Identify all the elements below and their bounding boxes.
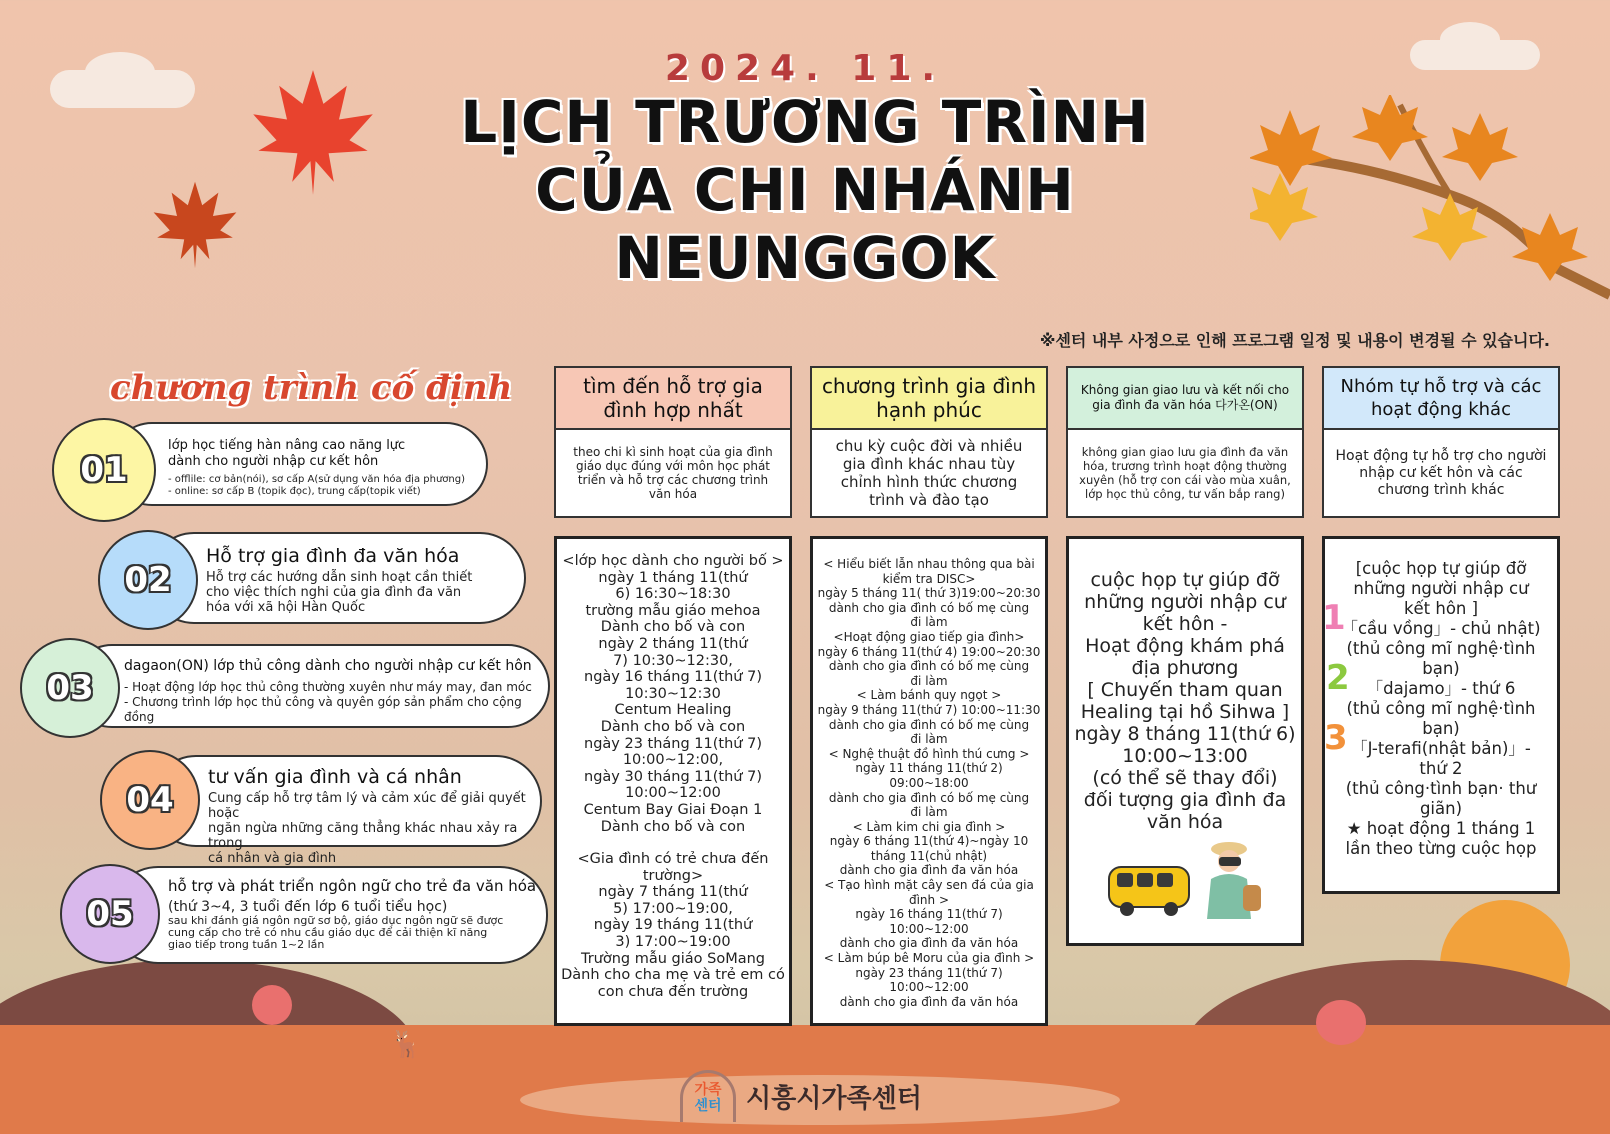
column-line: Centum Bay Giai Đoạn 1 <box>583 801 763 818</box>
column-line: ngày 7 tháng 11(thứ <box>598 884 748 901</box>
deer-icon: 🦌 <box>390 1030 423 1060</box>
column-line: 10:00~12:00, <box>622 752 724 769</box>
column-line: 10:00~12:00 <box>625 785 721 802</box>
column-line: đi làm <box>910 805 948 820</box>
title-line-2: CỦA CHI NHÁNH <box>535 156 1075 224</box>
column-line: < Làm búp bê Moru của gia đình > <box>823 951 1035 966</box>
fixed-programs-title: chương trình cố định <box>110 368 513 408</box>
date-heading: 2024. 11. <box>664 48 946 89</box>
program-line: cá nhân và gia đình <box>208 851 337 866</box>
family-center-logo <box>680 1070 922 1122</box>
column-line: ngày 16 tháng 11(thứ 7) <box>584 669 762 686</box>
program-title: hỗ trợ và phát triển ngôn ngữ cho trẻ đa văn hóa <box>168 877 537 895</box>
column-line: 5) 17:00~19:00, <box>613 900 733 917</box>
column-line: < Làm kim chi gia đình > <box>852 819 1006 834</box>
column-line <box>561 835 785 851</box>
column-line: ngày 6 tháng 11(thứ 4) 19:00~20:30 <box>817 644 1041 659</box>
column-desc: Hoạt động tự hỗ trợ cho người nhập cư kết hôn và các chương trình khác <box>1322 428 1560 518</box>
column-line: bạn) <box>1422 659 1460 678</box>
marker-1: 1 <box>1322 598 1346 638</box>
program-line: ngăn ngừa những căng thẳng khác nhau xảy ra trong <box>208 821 518 851</box>
column-line: đi làm <box>910 615 948 630</box>
marker-2: 2 <box>1326 658 1350 698</box>
tree <box>1316 1000 1366 1045</box>
column-line: < Làm bánh quy ngọt > <box>856 688 1002 703</box>
column-desc: theo chi kì sinh hoạt của gia đình giáo dục đúng với môn học phát triển và hỗ trợ các chương trình văn hóa <box>554 428 792 518</box>
column-line: Dành cho cha mẹ và trẻ em có <box>561 967 785 984</box>
column-line: ngày 9 tháng 11(thứ 7) 10:00~11:30 <box>817 702 1041 717</box>
column-line: những người nhập cư <box>1084 591 1286 613</box>
column-line: trường mẫu giáo mehoa <box>585 602 761 619</box>
column-line: tháng 11(chủ nhật) <box>870 848 988 863</box>
column-line: ngày 16 tháng 11(thứ 7) 10:00~12:00 <box>855 907 1003 936</box>
column-header-self-help: Nhóm tự hỗ trợ và các hoạt động khác <box>1322 366 1560 430</box>
logo-mark-top: 가족 <box>694 1081 722 1098</box>
program-pill-05 <box>110 866 548 964</box>
column-line: 7) 10:30~12:30, <box>613 652 733 669</box>
column-body-self-help <box>1322 536 1560 894</box>
column-line: bạn) <box>1422 719 1460 738</box>
column-line: Hoạt động khám phá <box>1085 635 1285 657</box>
column-header-dagaon: Không gian giao lưu và kết nối cho gia đình đa văn hóa 다가온(ON) <box>1066 366 1304 430</box>
program-line: - online: sơ cấp B (topik đọc), trung cấp(topik viết) <box>168 486 421 497</box>
program-title: lớp học tiếng hàn nâng cao năng lực dành cho người nhập cư kết hôn <box>168 438 406 469</box>
program-line: Cung cấp hỗ trợ tâm lý và cảm xúc để giải quyết hoặc <box>208 791 526 821</box>
column-line: ngày 2 tháng 11(thứ <box>598 635 748 652</box>
column-line: <Gia đình có trẻ chưa đến <box>577 851 769 868</box>
program-number-03: 03 <box>20 638 120 738</box>
program-number-05: 05 <box>60 864 160 964</box>
column-line: < Nghệ thuật đồ hình thú cưng > <box>828 746 1030 761</box>
column-line: giãn) <box>1419 799 1463 818</box>
program-pill-03 <box>70 644 550 728</box>
column-line: 10:30~12:30 <box>625 685 721 702</box>
column-body-family-support <box>554 536 792 1026</box>
column-line: ngày 23 tháng 11(thứ 7) <box>855 965 1003 980</box>
column-header-happy-family: chương trình gia đình hạnh phúc <box>810 366 1048 430</box>
column-line: 10:00~13:00 <box>1122 745 1248 767</box>
program-line: cung cấp cho trẻ có nhu cầu giáo dục để cải thiện kĩ năng <box>168 926 488 939</box>
column-line: < Tạo hình mặt cây sen đá của gia <box>824 878 1034 893</box>
column-line: dành cho gia đình có bố mẹ cùng <box>828 717 1030 732</box>
column-desc: không gian giao lưu gia đình đa văn hóa, trương trình hoạt động thường xuyên (hỗ trợ con cái vào mùa xuân, lớp học thủ công, tư vấn bắp rang) <box>1066 428 1304 518</box>
column-line: Healing tại hồ Sihwa ] <box>1080 701 1290 723</box>
column-line: dành cho gia đình đa văn hóa <box>839 936 1019 951</box>
column-line: Dành cho bố và con <box>600 619 746 636</box>
column-line: văn hóa <box>1146 811 1224 833</box>
column-line: ngày 19 tháng 11(thứ <box>593 917 753 934</box>
program-pill-02 <box>148 532 526 624</box>
column-line: 「cầu vồng」- chủ nhật) <box>1341 619 1541 638</box>
column-line: kết hôn - <box>1142 613 1228 635</box>
column-line: ngày 23 tháng 11(thứ 7) <box>584 735 762 752</box>
column-line: (thủ công·tình bạn· thư <box>1345 779 1537 798</box>
column-line: thứ 2 <box>1419 759 1463 778</box>
program-line: cho việc thích nghi của gia đình đa văn <box>206 585 462 600</box>
column-line: <lớp học dành cho người bố > <box>562 553 784 569</box>
title-line-1: LỊCH TRƯƠNG TRÌNH <box>460 88 1150 156</box>
column-line: 6) 16:30~18:30 <box>615 586 731 603</box>
column-line: (có thể sẽ thay đổi) <box>1092 767 1278 789</box>
column-line: lần theo từng cuộc họp <box>1345 839 1537 858</box>
column-line: cuộc họp tự giúp đỡ <box>1090 569 1280 591</box>
column-body-happy-family <box>810 536 1048 1026</box>
column-line: dành cho gia đình có bố mẹ cùng <box>828 600 1030 615</box>
notice-text: ※센터 내부 사정으로 인해 프로그램 일정 및 내용이 변경될 수 있습니다. <box>1039 331 1550 350</box>
column-line: ngày 6 tháng 11(thứ 4)~ngày 10 <box>829 834 1029 849</box>
column-line: Dành cho bố và con <box>600 718 746 735</box>
column-line: dành cho gia đình đa văn hóa <box>839 994 1019 1009</box>
column-line: ★ hoạt động 1 tháng 1 <box>1346 819 1536 838</box>
column-line: 「dajamo」- thứ 6 <box>1366 679 1516 698</box>
column-line: 3) 17:00~19:00 <box>615 934 731 951</box>
program-number-02: 02 <box>98 530 198 630</box>
column-line: Dành cho bố và con <box>600 818 746 835</box>
column-line: ngày 30 tháng 11(thứ 7) <box>584 768 762 785</box>
program-subtitle: (thứ 3~4, 3 tuổi đến lớp 6 tuổi tiểu học) <box>168 899 448 915</box>
column-line: 10:00~12:00 <box>889 980 969 995</box>
column-line: địa phương <box>1131 657 1239 679</box>
column-line: đối tượng gia đình đa <box>1083 789 1287 811</box>
column-line: ngày 1 tháng 11(thứ <box>598 569 748 586</box>
column-line: những người nhập cư <box>1353 579 1529 598</box>
column-line: Trường mẫu giáo SoMang <box>580 950 766 967</box>
program-title: tư vấn gia đình và cá nhân <box>208 766 462 788</box>
column-line: dành cho gia đình có bố mẹ cùng <box>828 659 1030 674</box>
marker-3: 3 <box>1324 718 1348 758</box>
column-line: (thủ công mĩ nghệ·tình <box>1346 639 1536 658</box>
bus-icon <box>1105 861 1195 919</box>
program-pill-01 <box>110 422 488 506</box>
program-pill-04 <box>150 755 542 866</box>
program-line: hóa với xã hội Hàn Quốc <box>206 600 366 615</box>
column-line: < Hiểu biết lẫn nhau thông qua bài <box>823 557 1035 571</box>
column-desc: chu kỳ cuộc đời và nhiều gia đình khác nhau tùy chỉnh hình thức chương trình và đào tạo <box>810 428 1048 518</box>
column-line: ngày 5 tháng 11( thứ 3)19:00~20:30 <box>817 586 1041 601</box>
logo-mark-bottom: 센터 <box>694 1097 722 1114</box>
column-line: [cuộc họp tự giúp đỡ <box>1355 559 1527 578</box>
logo-mark <box>680 1070 736 1122</box>
column-line: ngày 8 tháng 11(thứ 6) <box>1074 723 1296 745</box>
column-body-dagaon <box>1066 536 1304 946</box>
column-line: kiểm tra DISC> <box>882 571 976 586</box>
program-number-01: 01 <box>52 418 156 522</box>
column-line: ngày 11 tháng 11(thứ 2) <box>855 761 1003 776</box>
program-line: Hỗ trợ các hướng dẫn sinh hoạt cần thiết <box>206 570 473 585</box>
column-line: [ Chuyến tham quan <box>1087 679 1283 701</box>
program-title: Hỗ trợ gia đình đa văn hóa <box>206 545 460 567</box>
column-line: <Hoạt động giao tiếp gia đình> <box>833 629 1025 644</box>
column-line: (thủ công mĩ nghệ·tình <box>1346 699 1536 718</box>
logo-text: 시흥시가족센터 <box>746 1083 922 1114</box>
program-line: sau khi đánh giá ngôn ngữ sơ bộ, giáo dục ngôn ngữ sẽ được <box>168 914 504 927</box>
column-line: trường> <box>642 867 704 884</box>
program-line: - Hoạt động lớp học thủ công thường xuyên như máy may, đan móc <box>124 680 532 694</box>
column-line: kết hôn ] <box>1403 599 1479 618</box>
program-title: dagaon(ON) lớp thủ công dành cho người nhập cư kết hôn <box>124 658 532 674</box>
traveler-binoculars-icon <box>1197 839 1267 919</box>
column-line: 「J-terafi(nhật bản)」- <box>1351 739 1531 758</box>
column-line: dành cho gia đình có bố mẹ cùng <box>828 790 1030 805</box>
column-line: đi làm <box>910 673 948 688</box>
program-line: - offlile: cơ bản(nói), sơ cấp A(sử dụng văn hóa địa phương) <box>168 474 465 485</box>
column-line: dành cho gia đình đa văn hóa <box>839 863 1019 878</box>
tree <box>252 985 292 1025</box>
column-line: đi làm <box>910 732 948 747</box>
title-line-3: NEUNGGOK <box>614 224 996 292</box>
column-header-family-support: tìm đến hỗ trợ gia đình hợp nhất <box>554 366 792 430</box>
column-line: con chưa đến trường <box>597 983 749 1000</box>
program-line: - Chương trình lớp học thủ công và quyên góp sản phẩm cho cộng đồng <box>124 695 522 724</box>
column-line: 09:00~18:00 <box>889 775 969 790</box>
program-number-04: 04 <box>100 750 200 850</box>
column-line: đình > <box>908 892 950 907</box>
program-line: giao tiếp trong tuần 1~2 lần <box>168 938 325 951</box>
column-line: Centum Healing <box>614 702 732 719</box>
